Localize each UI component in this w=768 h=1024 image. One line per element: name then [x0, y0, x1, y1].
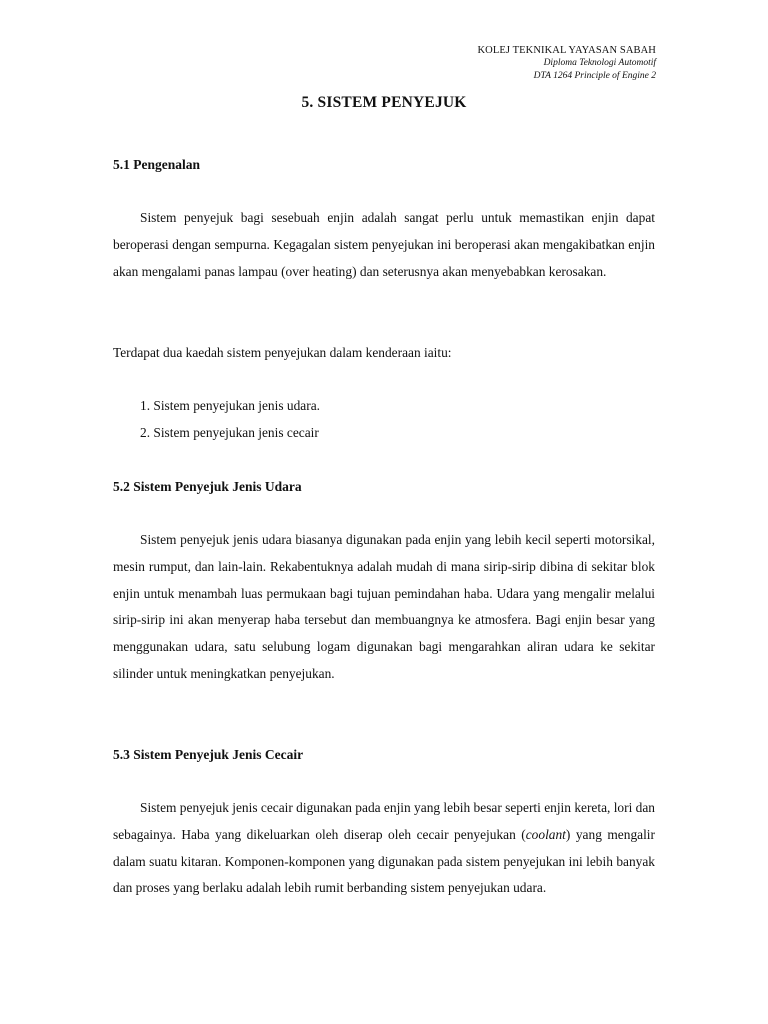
section-heading-5-1: 5.1 Pengenalan — [113, 157, 201, 172]
section-heading-5-3: 5.3 Sistem Penyejuk Jenis Cecair — [113, 747, 304, 762]
list-item: 2. Sistem penyejukan jenis cecair — [140, 425, 319, 440]
header-institution: KOLEJ TEKNIKAL YAYASAN SABAH — [477, 45, 656, 56]
header-course: DTA 1264 Principle of Engine 2 — [533, 71, 656, 81]
paragraph-cecair-part-b: ) yang mengalir dalam suatu kitaran. Komponen-komponen yang digunakan pada sistem penyejukan ini lebih banyak dan proses yang berlaku adalah lebih rumit berbanding sistem penyejukan udara. — [113, 826, 655, 896]
cooling-methods-list — [140, 392, 320, 446]
paragraph-methods-intro: Terdapat dua kaedah sistem penyejukan dalam kenderaan iaitu: — [113, 345, 452, 360]
list-item: 1. Sistem penyejukan jenis udara. — [140, 398, 320, 413]
page-title: 5. SISTEM PENYEJUK — [301, 94, 467, 111]
paragraph-udara: Sistem penyejuk jenis udara biasanya digunakan pada enjin yang lebih kecil seperti motorsikal, mesin rumput, dan lain-lain. Rekabentuknya adalah mudah di mana sirip-sirip dibina di sekitar blok enjin untuk menambah luas permukaan bagi tujuan pemindahan haba. Udara yang mengalir melalui sirip-sirip ini akan menyerap haba tersebut dan membuangnya ke atmosfera. Bagi enjin besar yang menggunakan udara, satu selubung logam digunakan bagi mengarahkan aliran udara ke sekitar silinder untuk meningkatkan penyejukan. — [113, 532, 655, 681]
header-program: Diploma Teknologi Automotif — [543, 58, 656, 68]
section-heading-5-2: 5.2 Sistem Penyejuk Jenis Udara — [113, 479, 302, 494]
paragraph-cecair-part-a: Sistem penyejuk jenis cecair digunakan pada enjin yang lebih besar seperti enjin kereta, lori dan sebagainya. Haba yang dikeluarkan oleh diserap oleh cecair penyejukan ( — [113, 800, 655, 842]
paragraph-pengenalan: Sistem penyejuk bagi sesebuah enjin adalah sangat perlu untuk memastikan enjin dapat beroperasi dengan sempurna. Kegagalan sistem penyejukan ini beroperasi akan mengakibatkan enjin akan mengalami panas lampau (over heating) dan seterusnya akan menyebabkan kerosakan. — [113, 210, 655, 279]
coolant-term: coolant — [525, 826, 566, 842]
page-header — [478, 44, 657, 83]
paragraph-cecair — [113, 795, 655, 902]
